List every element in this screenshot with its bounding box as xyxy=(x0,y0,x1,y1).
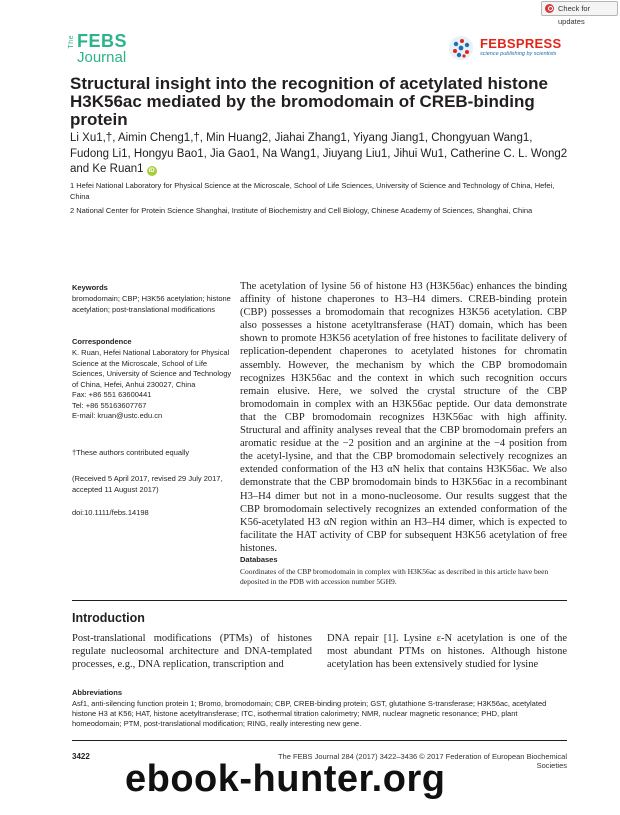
databases-text: Coordinates of the CBP bromodomain in complex with H3K56ac as described in this article have been deposited in the PDB with accession number 5GH9. xyxy=(240,567,549,586)
author-names: Li Xu1,†, Aimin Cheng1,†, Min Huang2, Jiahai Zhang1, Yiyang Jiang1, Chongyuan Wang1, Fudong Li1, Hongyu Bao1, Jia Gao1, Na Wang1, Jiuyang Liu1, Jihui Wu1, Catherine C. L. Wong2 and Ke Ruan1 xyxy=(70,132,568,175)
correspondence-heading: Correspondence xyxy=(72,337,132,346)
databases-heading: Databases xyxy=(240,555,278,564)
keywords-text: bromodomain; CBP; H3K56 acetylation; histone acetylation; post-translational modifications xyxy=(72,294,231,314)
febs-journal-logo xyxy=(68,31,138,67)
affiliation-1: 1 Hefei National Laboratory for Physical Science at the Microscale, School of Life Sciences, University of Science and Technology of China, Hefei, China xyxy=(70,181,555,201)
febs-press-sphere-icon xyxy=(448,35,474,61)
introduction-heading: Introduction xyxy=(72,611,145,625)
abstract-text: The acetylation of lysine 56 of histone H3 (H3K56ac) enhances the binding affinity of histone chaperones to H3–H4 dimers. CREB-binding protein (CBP) possesses a bromodomain that recognizes H3K56 acetylation. CBP also possesses a histone acetyltransferase (HAT) domain, which has been shown to promote H3K56 acetylation of free histones to facilitate delivery of replication-dependent chaperones to acetylated histones for chromatin assembly. However, the mechanism by which the CBP bromodomain recognizes H3K56ac and the context in which such recognition occurs remain elusive. Here, we solved the crystal structure of the CBP bromodomain in complex with an H3K56ac peptide. Our data demonstrate that the CBP bromodomain recognizes H3K56ac with high affinity. Structural and affinity analyses reveal that the CBP bromodomain prefers an aromatic residue at the −2 position and an arginine at the −4 position from the acetyl-lysine, and that the CBP bromodomain selectively recognizes an extended conformation of the H3 αN helix that contains H3K56ac. We also demonstrate that the CBP bromodomain binds to H3K56ac in a recombinant H3–H4 dimer but not in a mono-nucleosome. Our results suggest that the CBP bromodomain selectively recognizes an extended conformation of the K56-acetylated H3 αN region within an H3–H4 dimer, which is expected to facilitate the HAT activity of CBP for subsequent H3K56 acetylation of free histones. xyxy=(240,281,567,554)
keywords-heading: Keywords xyxy=(72,283,108,292)
abbreviations-heading: Abbreviations xyxy=(72,688,123,697)
equal-contribution-note: †These authors contributed equally xyxy=(72,448,190,457)
doi-link[interactable]: doi:10.1111/febs.14198 xyxy=(72,508,149,517)
febs-press-tagline: science publishing by scientists xyxy=(480,51,557,57)
page-number: 3422 xyxy=(72,752,90,761)
journal-logo-journal: Journal xyxy=(77,49,127,66)
check-for-updates-button[interactable] xyxy=(541,1,618,26)
section-divider xyxy=(72,600,567,601)
author-list xyxy=(70,131,570,178)
febs-press-logo xyxy=(448,32,568,62)
abbreviations-text: Asf1, anti-silencing function protein 1; Bromo, bromodomain; CBP, CREB-binding protein; GST, glutathione S-transferase; H3K56ac, acetylated histone H3 at K56; HAT, histone acetyltransferase; ITC, isothermal titration calorimetry; NMR, nuclear magnetic resonance; PHD, plant homeodomain; PTM, post-translational modification; RING, really interesting new gene. xyxy=(72,699,547,729)
article-title: Structural insight into the recognition of acetylated histone H3K56ac mediated by the bromodomain of CREB-binding protein xyxy=(70,74,548,129)
affiliation-2: 2 National Center for Protein Science Shanghai, Institute of Biochemistry and Cell Biology, Chinese Academy of Sciences, Shanghai, China xyxy=(70,206,533,215)
orcid-icon[interactable]: iD xyxy=(148,168,155,174)
check-for-updates-label: Check for updates xyxy=(558,4,591,26)
watermark: ebook-hunter.org xyxy=(125,758,446,800)
crossmark-icon xyxy=(545,4,554,13)
introduction-right-column: DNA repair [1]. Lysine ε-N acetylation is one of the most abundant PTMs on histones. Although histone acetylation has been extensively studied for lysine xyxy=(327,633,567,671)
febs-press-name: FEBSPRESS xyxy=(480,36,562,51)
introduction-left-column: Post-translational modifications (PTMs) of histones regulate nucleosomal architecture and DNA-templated processes, e.g., DNA replication, transcription and xyxy=(72,633,312,671)
journal-logo-febs: FEBS xyxy=(77,31,128,51)
correspondence-text: K. Ruan, Hefei National Laboratory for Physical Science at the Microscale, School of Life Sciences, University of Science and Technology of China, Hefei, Anhui 230027, China Fax: +86 551 63600441 Tel: +86 55163607767 E-mail: kruan@ustc.edu.cn xyxy=(72,348,232,420)
received-dates: (Received 5 April 2017, revised 29 July 2017, accepted 11 August 2017) xyxy=(72,474,223,494)
footer-divider xyxy=(72,740,567,741)
journal-logo-the: The xyxy=(68,35,75,49)
footer-citation: The FEBS Journal 284 (2017) 3422–3436 © 2017 Federation of European Biochemical Societies xyxy=(277,752,567,770)
